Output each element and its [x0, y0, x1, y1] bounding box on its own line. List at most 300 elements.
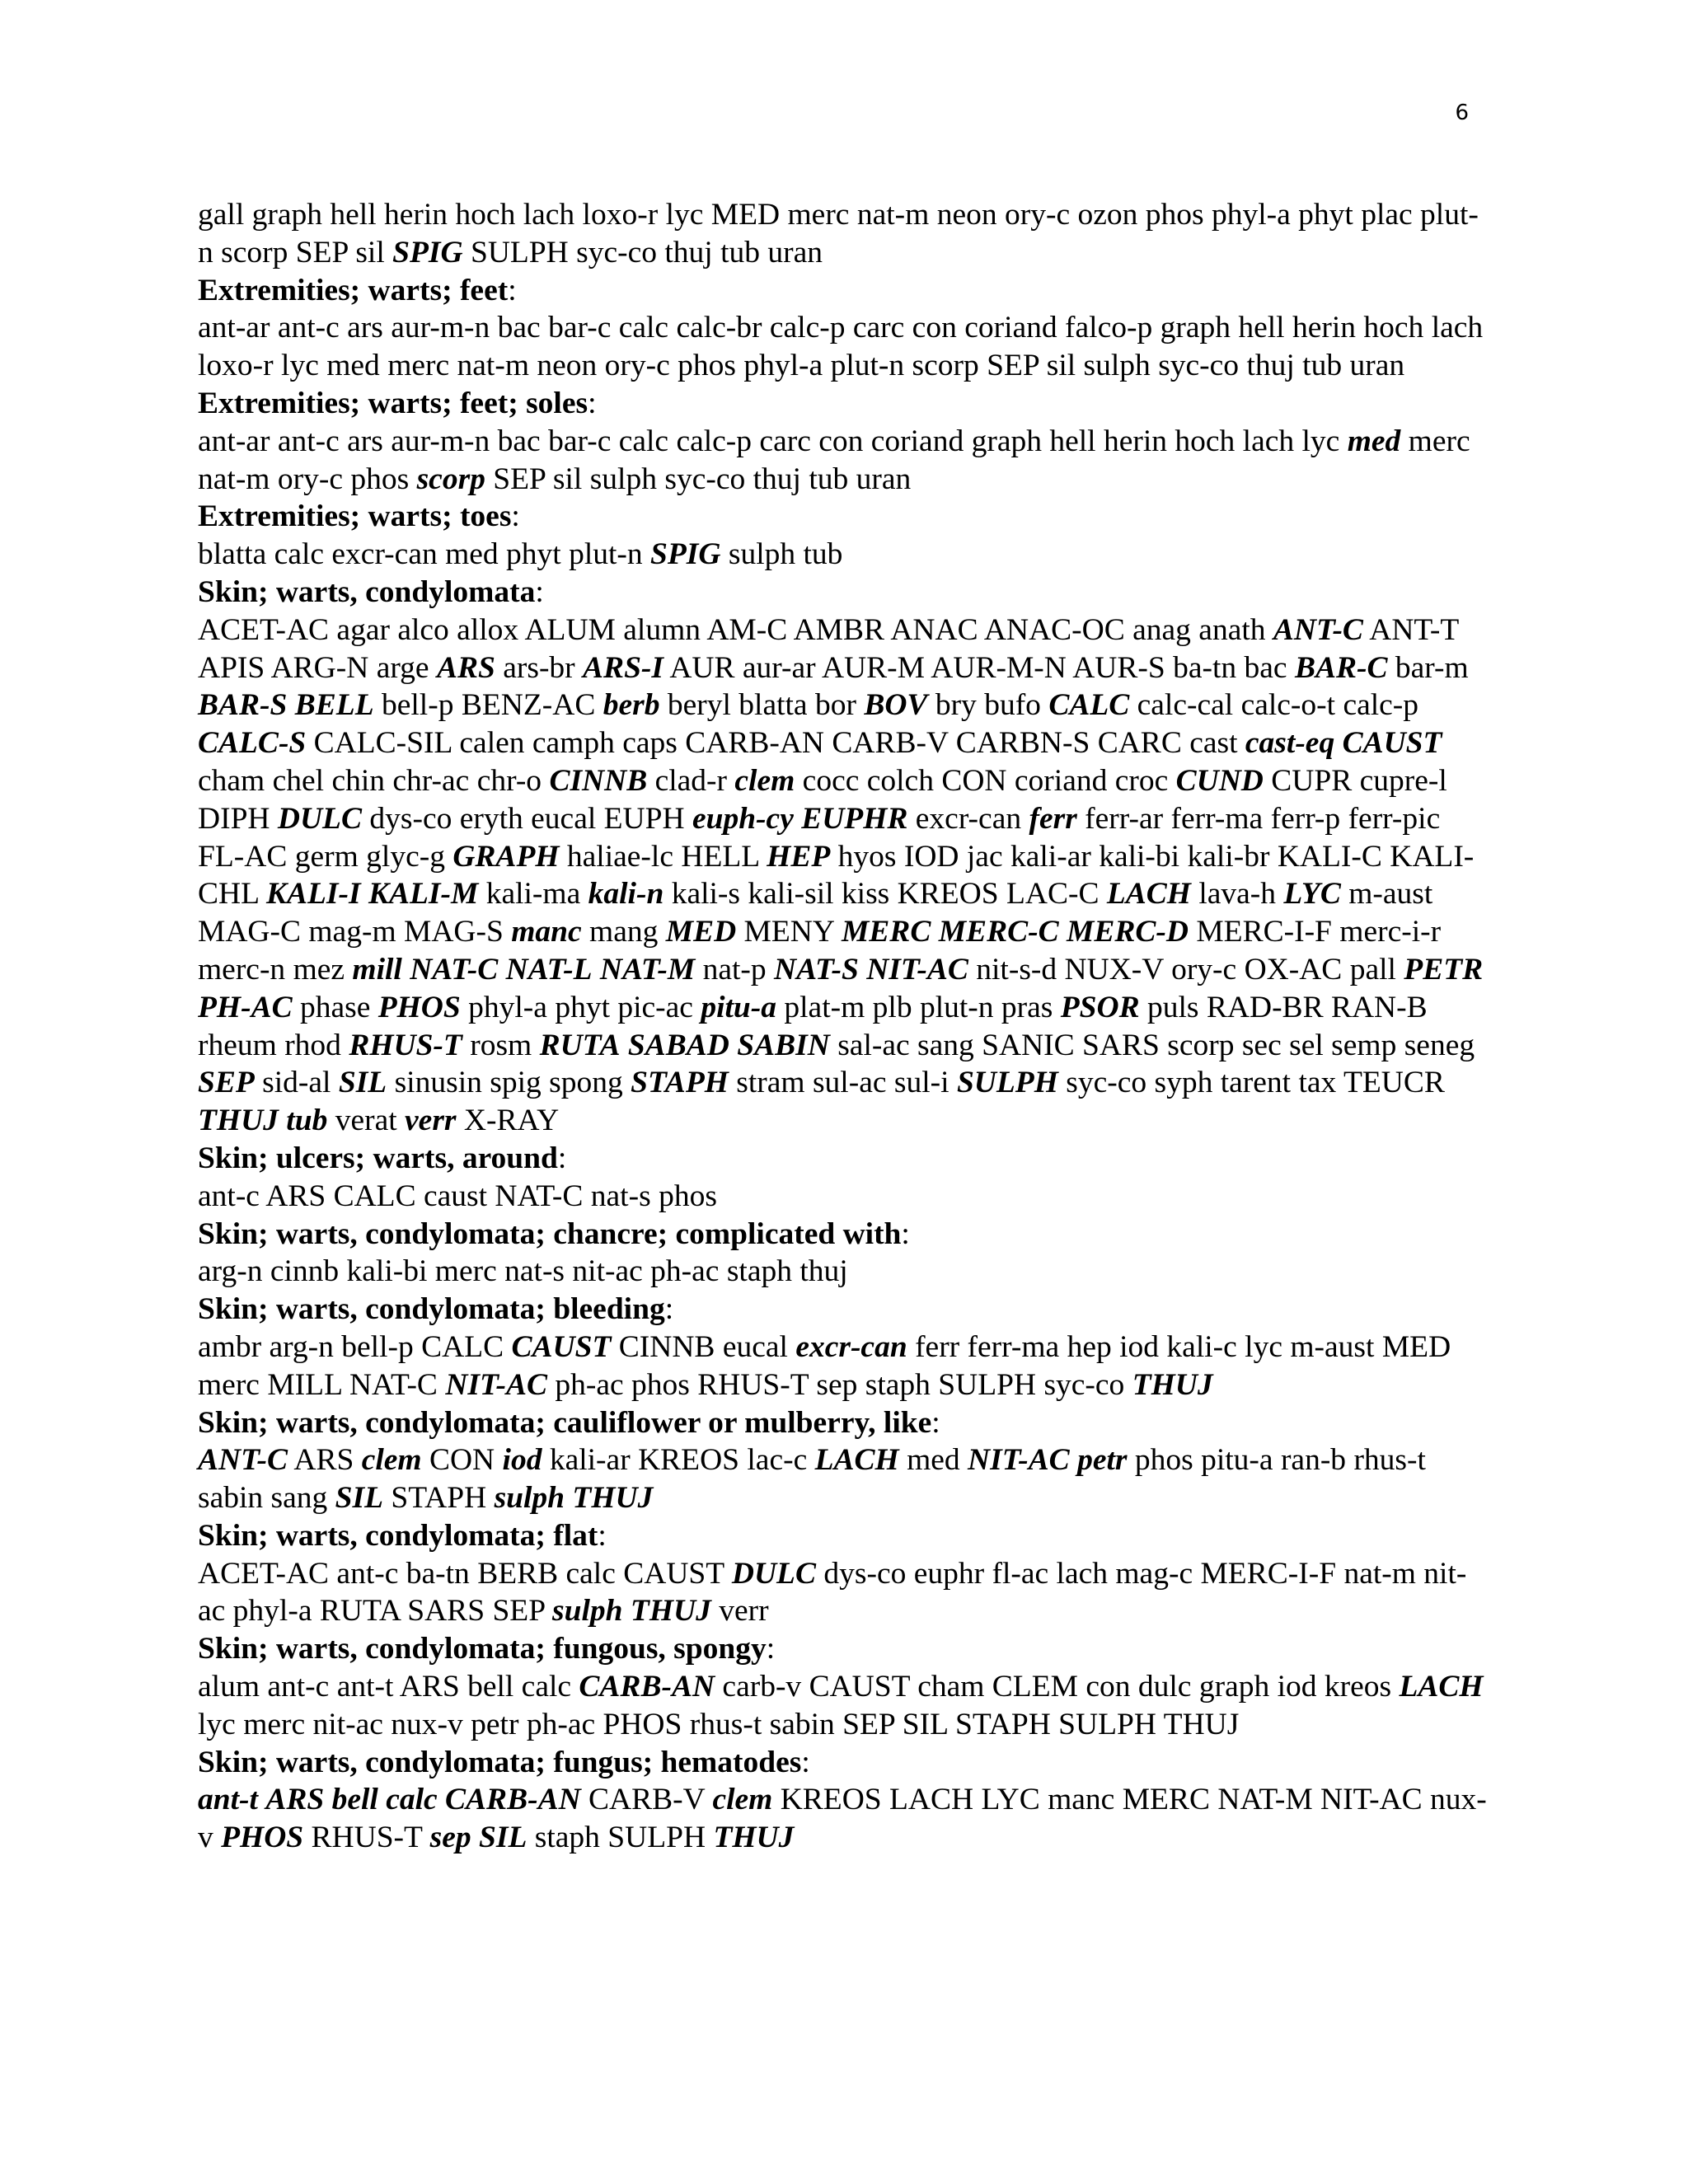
remedy: sabin [769, 1707, 835, 1741]
remedy: CARC [1097, 726, 1182, 761]
remedy: ARS [265, 1179, 326, 1213]
remedy: sulph [728, 537, 796, 572]
remedy: agar [336, 612, 390, 647]
remedy: sil [552, 462, 583, 496]
remedy: ALUM [524, 612, 616, 647]
remedy: cham [198, 763, 265, 798]
remedy: phos [350, 462, 410, 496]
remedy: LAC-C [1006, 877, 1100, 912]
remedy: CAUST [511, 1329, 612, 1364]
remedy: AM-C [706, 612, 788, 647]
rubric-text: Extremities; warts; toes [198, 499, 512, 534]
remedy: ran-b [1280, 1443, 1347, 1478]
remedy: nux-v [198, 1783, 1487, 1855]
remedy: PHOS [221, 1821, 304, 1855]
remedy: dys-co [823, 1556, 907, 1591]
remedy: eucal [722, 1329, 788, 1364]
remedy: tub [1302, 349, 1343, 383]
remedy: sulph [494, 1481, 565, 1516]
remedy: KREOS [638, 1443, 739, 1478]
remedy: plut-n [569, 537, 643, 572]
remedy: lach [1431, 311, 1484, 345]
remedy: bell [331, 1783, 378, 1817]
remedy: bar-m [1395, 650, 1469, 685]
remedy: phyt [1298, 198, 1353, 232]
remedy: KREOS [897, 877, 999, 912]
remedy: sid-al [262, 1066, 331, 1100]
remedy: KALI-I [265, 877, 361, 912]
remedy: BOV [864, 688, 928, 723]
remedy: m-aust [1348, 877, 1433, 912]
remedy: lyc [1301, 424, 1340, 458]
remedy: SIL [335, 1481, 384, 1516]
rubric-heading: Skin; warts, condylomata; bleeding: [198, 1292, 674, 1327]
remedy: ARS [265, 1783, 325, 1817]
remedy: plut-n [830, 349, 905, 383]
remedy: phyl-a [468, 990, 547, 1024]
remedy: ARG-N [270, 650, 369, 685]
remedy: jac [966, 839, 1003, 874]
remedy: lach [1242, 424, 1295, 458]
remedy: ARS-I [583, 650, 664, 685]
remedy: sil [355, 235, 385, 269]
remedy: CAUST [809, 1670, 910, 1704]
remedy: ant-ar [198, 424, 270, 458]
remedy: arge [376, 650, 429, 685]
remedy: mez [293, 952, 345, 987]
remedy: hell [330, 198, 377, 232]
remedy: ory-c [604, 349, 670, 383]
remedy: coriand [870, 424, 964, 458]
remedy: CARB-V [588, 1783, 706, 1817]
remedy: RHUS-T [349, 1028, 462, 1062]
remedy: FL-AC [198, 839, 288, 874]
remedy: ory-c [1004, 198, 1071, 232]
remedy-list [198, 309, 1493, 385]
remedy: verr [405, 1104, 457, 1138]
remedy: calc [386, 1783, 438, 1817]
remedy: CUPR [1271, 763, 1353, 798]
remedy: graph [971, 424, 1042, 458]
remedy: glyc-g [366, 839, 445, 874]
remedy: HELL [681, 839, 759, 874]
remedy: germ [294, 839, 359, 874]
remedy: ARS [293, 1443, 354, 1478]
remedy: NAT-S [774, 952, 859, 987]
remedy: ferr-ma [1170, 801, 1264, 836]
remedy: petr [471, 1707, 519, 1741]
remedy: ant-t [198, 1783, 258, 1817]
remedy: sep [429, 1821, 471, 1855]
remedy: m-aust [1290, 1329, 1375, 1364]
remedy: clad-r [654, 763, 728, 798]
remedy: sal-ac [837, 1028, 910, 1062]
remedy: PHOS [377, 990, 461, 1024]
remedy: syc-co [1158, 349, 1240, 383]
remedy: KALI-CHL [198, 839, 1475, 912]
remedy: MED [665, 915, 737, 949]
rubric-text: Skin; warts, condylomata; chancre; complicated with [198, 1216, 902, 1251]
remedy: uran [1349, 349, 1405, 383]
rubric-heading: Extremities; warts; toes: [198, 499, 520, 534]
remedy: merc [1408, 424, 1470, 458]
remedy-list [198, 1781, 1493, 1857]
rubric-heading: Skin; ulcers; warts, around: [198, 1141, 567, 1175]
remedy: nat-s [590, 1179, 651, 1213]
remedy-list [198, 1253, 1493, 1291]
remedy: aur-ar [742, 650, 816, 685]
remedy: merc [243, 1707, 306, 1741]
remedy: cham [917, 1670, 985, 1704]
remedy: ars [347, 424, 383, 458]
remedy: CARBN-S [955, 726, 1090, 761]
remedy: rhod [284, 1028, 341, 1062]
remedy: BAR-C [1294, 650, 1388, 685]
remedy: phos [1134, 1443, 1193, 1478]
remedy: phos [631, 1367, 690, 1402]
remedy: ant-c [277, 424, 340, 458]
remedy: nat-m [1343, 1556, 1416, 1591]
rubric-heading: Skin; warts, condylomata; cauliflower or mulberry, like: [198, 1405, 940, 1440]
remedy: verr [719, 1594, 769, 1629]
remedy: plat-m [784, 990, 865, 1024]
remedy: phyl-a [743, 349, 823, 383]
remedy: caps [622, 726, 678, 761]
remedy: NIT-AC [1320, 1783, 1423, 1817]
remedy: lyc [665, 198, 704, 232]
remedy: stram [736, 1066, 805, 1100]
remedy: NAT-C [410, 952, 499, 987]
remedy: mill [352, 952, 402, 987]
remedy: excr-can [331, 537, 438, 572]
remedy: ph-ac [526, 1707, 596, 1741]
remedy: NIT-AC [445, 1367, 547, 1402]
remedy: puls [1147, 990, 1199, 1024]
remedy: OX-AC [1244, 952, 1343, 987]
remedy: mang [589, 915, 659, 949]
remedy: merc-i-r [1339, 915, 1442, 949]
remedy: tax [1298, 1066, 1337, 1100]
remedy: NAT-M [1217, 1783, 1313, 1817]
remedy: PHOS [603, 1707, 682, 1741]
remedy: con [1085, 1670, 1131, 1704]
remedy: CARB-AN [445, 1783, 581, 1817]
rubric-text: Extremities; warts; feet [198, 273, 509, 307]
remedy: MERC-I-F [1200, 1556, 1337, 1591]
remedy: THUJ [1163, 1707, 1240, 1741]
remedy: calc-cal [1137, 688, 1234, 723]
remedy: hoch [1175, 424, 1236, 458]
remedy: pic-ac [617, 990, 693, 1024]
remedy: CAUST [623, 1556, 724, 1591]
remedy: RHUS-T [311, 1821, 423, 1855]
remedy: excr-can [915, 801, 1022, 836]
remedy: TEUCR [1343, 1066, 1445, 1100]
remedy: thuj [664, 235, 713, 269]
remedy: RUTA [539, 1028, 621, 1062]
remedy: syc-co [664, 462, 746, 496]
remedy: cinnb [270, 1254, 340, 1289]
remedy: manc [511, 915, 582, 949]
remedy: phase [299, 990, 371, 1024]
remedy: carb-v [722, 1670, 802, 1704]
remedy: nat-m [856, 198, 930, 232]
remedy: berb [603, 688, 660, 723]
remedy: ferr-p [1270, 801, 1341, 836]
remedy: SULPH [470, 235, 569, 269]
remedy: MAG-S [404, 915, 504, 949]
remedy: CALC [421, 1329, 504, 1364]
remedy: fl-ac [992, 1556, 1049, 1591]
remedy: ferr-ar [1085, 801, 1164, 836]
remedy: LYC [981, 1783, 1040, 1817]
remedy: MENY [743, 915, 834, 949]
remedy: sang [917, 1028, 974, 1062]
remedy: iod [1119, 1329, 1160, 1364]
remedy: lach [523, 198, 575, 232]
remedy: PETR [1404, 952, 1484, 987]
remedy: syc-co [1043, 1367, 1125, 1402]
remedy: sil [1046, 349, 1076, 383]
remedy: calc-br [676, 311, 762, 345]
remedy: rhus-t [1353, 1443, 1426, 1478]
remedy: iod [502, 1443, 542, 1478]
remedy: med [445, 537, 499, 572]
remedy: bor [814, 688, 856, 723]
remedy: staph [865, 1367, 931, 1402]
remedy: med [907, 1443, 960, 1478]
remedy: ANT-C [198, 1443, 288, 1478]
rubric-heading: Skin; warts, condylomata; flat: [198, 1518, 607, 1553]
page-number: 6 [1455, 101, 1469, 125]
remedy: semp [1331, 1028, 1397, 1062]
remedy: KALI-M [368, 877, 479, 912]
remedy: DULC [731, 1556, 816, 1591]
remedy: gall [198, 198, 245, 232]
remedy: THUJ [1132, 1367, 1213, 1402]
remedy: hell [1238, 311, 1285, 345]
remedy: calc-p [676, 424, 753, 458]
remedy: caust [423, 1179, 488, 1213]
remedy: CON [941, 763, 1007, 798]
remedy: SARS [407, 1594, 485, 1629]
remedy: spong [549, 1066, 623, 1100]
remedy: haliae-lc [566, 839, 673, 874]
remedy: calc [565, 1556, 616, 1591]
remedy: NAT-C [349, 1367, 438, 1402]
remedy: rosm [470, 1028, 532, 1062]
remedy: STAPH [391, 1481, 487, 1516]
remedy: LYC [1283, 877, 1341, 912]
remedy: alco [397, 612, 449, 647]
remedy: HEP [767, 839, 831, 874]
remedy: SULPH [956, 1066, 1058, 1100]
remedy: clem [712, 1783, 773, 1817]
remedy: clem [734, 763, 795, 798]
remedy: seneg [1404, 1028, 1475, 1062]
remedy: MED [1381, 1329, 1451, 1364]
remedy: LACH [889, 1783, 974, 1817]
remedy: sinusin [394, 1066, 482, 1100]
remedy: STAPH [631, 1066, 729, 1100]
remedy: sabin [198, 1481, 264, 1516]
remedy: NUX-V [1064, 952, 1164, 987]
remedy: phyl-a [232, 1594, 312, 1629]
remedy: SARS [1082, 1028, 1160, 1062]
remedy: alum [198, 1670, 260, 1704]
remedy: chr-o [476, 763, 542, 798]
remedy: AUR [669, 650, 735, 685]
remedy: merc-n [198, 952, 286, 987]
remedy: clem [361, 1443, 422, 1478]
remedy: kali-br [1187, 839, 1270, 874]
remedy: arg-n [198, 1254, 263, 1289]
remedy: SPIG [650, 537, 721, 572]
remedy: sulph [552, 1594, 623, 1629]
remedy: calc-p [769, 311, 846, 345]
remedy: DULC [277, 801, 362, 836]
remedy: hoch [1363, 311, 1424, 345]
remedy: NAT-M [599, 952, 696, 987]
remedy: SPIG [392, 235, 463, 269]
remedy: SEP [493, 462, 546, 496]
remedy: NIT-AC [968, 1443, 1070, 1478]
remedy: calc [521, 1670, 572, 1704]
remedy: kali-c [1166, 1329, 1237, 1364]
remedy: hep [1067, 1329, 1112, 1364]
remedy: calc-p [1343, 688, 1419, 723]
remedy: chr-ac [392, 763, 470, 798]
remedy: ANAC [890, 612, 978, 647]
rubric-text: Skin; warts, condylomata; fungus; hematodes [198, 1745, 802, 1779]
remedy: carc [852, 311, 905, 345]
remedy: spig [490, 1066, 542, 1100]
remedy: IOD [903, 839, 959, 874]
remedy: SULPH [1058, 1707, 1156, 1741]
remedy: uran [767, 235, 823, 269]
remedy: herin [383, 198, 448, 232]
remedy: herin [1292, 311, 1357, 345]
remedy: ph-ac [650, 1254, 720, 1289]
remedy: X-RAY [463, 1104, 560, 1138]
remedy: camph [532, 726, 615, 761]
remedy: bell [467, 1670, 514, 1704]
remedy: alumn [623, 612, 701, 647]
rubric-text: Skin; ulcers; warts, around [198, 1141, 558, 1175]
remedy: ferr-pic [1348, 801, 1441, 836]
remedy: RHUS-T [697, 1367, 809, 1402]
remedy: THUJ [630, 1594, 711, 1629]
remedy: ant-c [277, 311, 340, 345]
remedy: SEP [295, 235, 348, 269]
remedy: thuj [1246, 349, 1295, 383]
remedy: bac [497, 424, 541, 458]
remedy: SABAD [627, 1028, 729, 1062]
remedy: staph [726, 1254, 792, 1289]
remedy: thuj [799, 1254, 848, 1289]
remedy: CON [429, 1443, 495, 1478]
remedy-list [198, 1329, 1493, 1404]
remedy: aur-m-n [391, 311, 490, 345]
remedy: herin [1103, 424, 1168, 458]
remedy: RUTA [319, 1594, 400, 1629]
remedy: blatta [198, 537, 267, 572]
rubric-text: Skin; warts, condylomata; fungous, spongy [198, 1632, 767, 1666]
remedy: APIS [198, 650, 265, 685]
remedy: ory-c [277, 462, 343, 496]
remedy-list [198, 1178, 1493, 1216]
remedy: arg-n [269, 1329, 334, 1364]
remedy: plac [1361, 198, 1413, 232]
remedy: pras [1001, 990, 1053, 1024]
rubric-text: Skin; warts, condylomata; flat [198, 1518, 598, 1553]
remedy: SEP [198, 1066, 255, 1100]
remedy: THUJ [572, 1481, 654, 1516]
remedy: MILL [267, 1367, 342, 1402]
remedy: sang [270, 1481, 328, 1516]
remedy: sel [1289, 1028, 1324, 1062]
remedy: bar-c [548, 311, 612, 345]
remedy: ant-c [336, 1556, 399, 1591]
remedy: bac [497, 311, 541, 345]
remedy: ferr [915, 1329, 960, 1364]
remedy: scorp [221, 235, 288, 269]
remedy: cupre-l [1359, 763, 1447, 798]
remedy: SIL [902, 1707, 948, 1741]
remedy: ARS [399, 1670, 460, 1704]
remedy: PH-AC [198, 990, 293, 1024]
remedy: RAN-B [1330, 990, 1428, 1024]
remedy: sul-i [893, 1066, 950, 1100]
remedy-list [198, 536, 1493, 574]
remedy: scorp [1167, 1028, 1235, 1062]
remedy: tub [286, 1104, 328, 1138]
remedy: CUND [1175, 763, 1264, 798]
remedy: GRAPH [452, 839, 560, 874]
remedy: med [1347, 424, 1401, 458]
remedy: sulph [589, 462, 657, 496]
remedy: MERC-C [938, 915, 1059, 949]
remedy: MAG-C [198, 915, 302, 949]
remedy: ambr [198, 1329, 262, 1364]
rubric-text: Skin; warts, condylomata [198, 574, 536, 609]
remedy: thuj [753, 462, 801, 496]
remedy: anag [1132, 612, 1191, 647]
remedy: cast [1189, 726, 1238, 761]
remedy: tub [809, 462, 849, 496]
remedy: lava-h [1198, 877, 1277, 912]
remedy: merc [787, 198, 850, 232]
remedy: chel [272, 763, 325, 798]
remedy: lyc [281, 349, 319, 383]
remedy: CINNB [618, 1329, 715, 1364]
remedy: AMBR [793, 612, 885, 647]
remedy: lach [1056, 1556, 1109, 1591]
remedy: nat-m [198, 462, 270, 496]
remedy: scorp [416, 462, 485, 496]
rubric-heading: Extremities; warts; feet: [198, 273, 517, 307]
remedy: ferr-ma [967, 1329, 1060, 1364]
remedy: CARB-AN [579, 1670, 715, 1704]
remedy: ACET-AC [198, 612, 330, 647]
remedy: kiss [841, 877, 890, 912]
remedy: ozon [1077, 198, 1138, 232]
remedy: SANIC [982, 1028, 1075, 1062]
remedy: THUJ [713, 1821, 795, 1855]
remedy: SULPH [607, 1821, 706, 1855]
remedy: bar-c [548, 424, 612, 458]
remedy: dys-co [369, 801, 452, 836]
